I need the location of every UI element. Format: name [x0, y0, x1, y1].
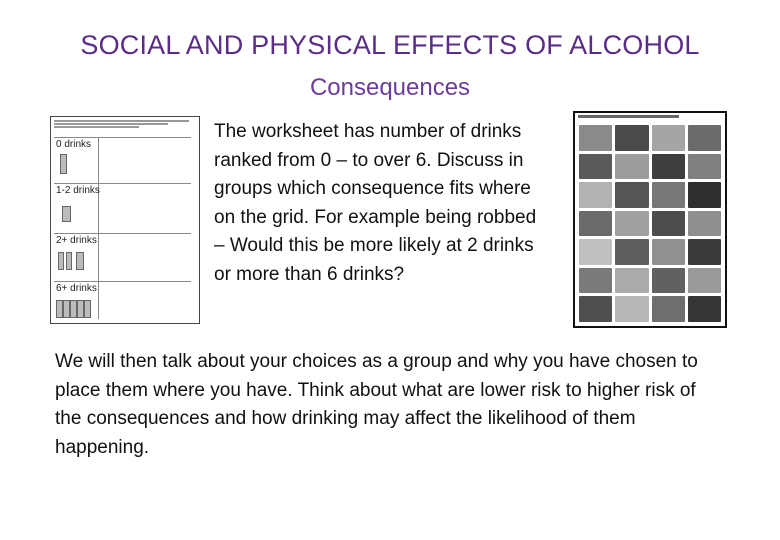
photo-tile [688, 268, 721, 294]
discussion-paragraph: We will then talk about your choices as a group and why you have chosen to place them where you have. Think about what are lower risk to higher risk of the consequences and how drinking may affect the likelihood of them happening. [55, 351, 698, 458]
photo-tile [652, 154, 685, 180]
photo-tile [579, 296, 612, 322]
glass-icon [66, 252, 72, 270]
photo-tile [688, 296, 721, 322]
page-subtitle: Consequences [309, 74, 471, 101]
row-label-1-2-drinks: 1-2 drinks [56, 185, 100, 196]
water-bottle-icon [60, 154, 67, 174]
photo-tile [688, 154, 721, 180]
photo-tile [579, 211, 612, 237]
photo-tile [579, 154, 612, 180]
worksheet-instructions-decoration [51, 117, 199, 139]
photo-tile [652, 182, 685, 208]
glass-icon [58, 252, 64, 270]
photo-tile [615, 296, 648, 322]
grid-row [54, 281, 191, 294]
drinks-worksheet-image [50, 116, 200, 324]
consequences-worksheet-image [573, 111, 727, 328]
glass-icon [63, 300, 70, 318]
glass-icon [62, 206, 71, 222]
photo-tile [615, 211, 648, 237]
photo-tile [688, 239, 721, 265]
photo-tile [579, 268, 612, 294]
glass-icon [77, 300, 84, 318]
glass-icon [70, 300, 77, 318]
glass-icon [76, 252, 84, 270]
worksheet-heading-decoration [575, 113, 725, 125]
grid-row [54, 233, 191, 246]
photo-tile [615, 268, 648, 294]
photo-tile [615, 239, 648, 265]
photo-tile [615, 182, 648, 208]
photo-tile [579, 125, 612, 151]
photo-tile [652, 268, 685, 294]
grid-row [54, 137, 191, 150]
row-label-2-plus-drinks: 2+ drinks [56, 235, 97, 246]
page-title: SOCIAL AND PHYSICAL EFFECTS OF ALCOHOL [80, 30, 700, 60]
worksheet-grid [54, 137, 191, 319]
grid-row [54, 183, 191, 196]
photo-tile [652, 125, 685, 151]
photo-tile [652, 211, 685, 237]
instructions-text: The worksheet has number of drinks ranked from 0 – to over 6. Discuss in groups which consequence fits where on the grid. For example being robbed – Would this be more likely at 2 drinks or more than 6 drinks? [214, 121, 537, 285]
photo-tile [688, 211, 721, 237]
photo-tile [688, 182, 721, 208]
row-label-0-drinks: 0 drinks [56, 139, 92, 150]
grid-divider [98, 137, 99, 319]
photo-tile [579, 182, 612, 208]
row-label-6-plus-drinks: 6+ drinks [56, 283, 97, 294]
photo-tile [615, 154, 648, 180]
photo-tile [688, 125, 721, 151]
photo-tile [615, 125, 648, 151]
glass-icon [56, 300, 63, 318]
photo-tile-grid [579, 125, 721, 322]
photo-tile [652, 239, 685, 265]
photo-tile [652, 296, 685, 322]
photo-tile [579, 239, 612, 265]
glass-icon [84, 300, 91, 318]
